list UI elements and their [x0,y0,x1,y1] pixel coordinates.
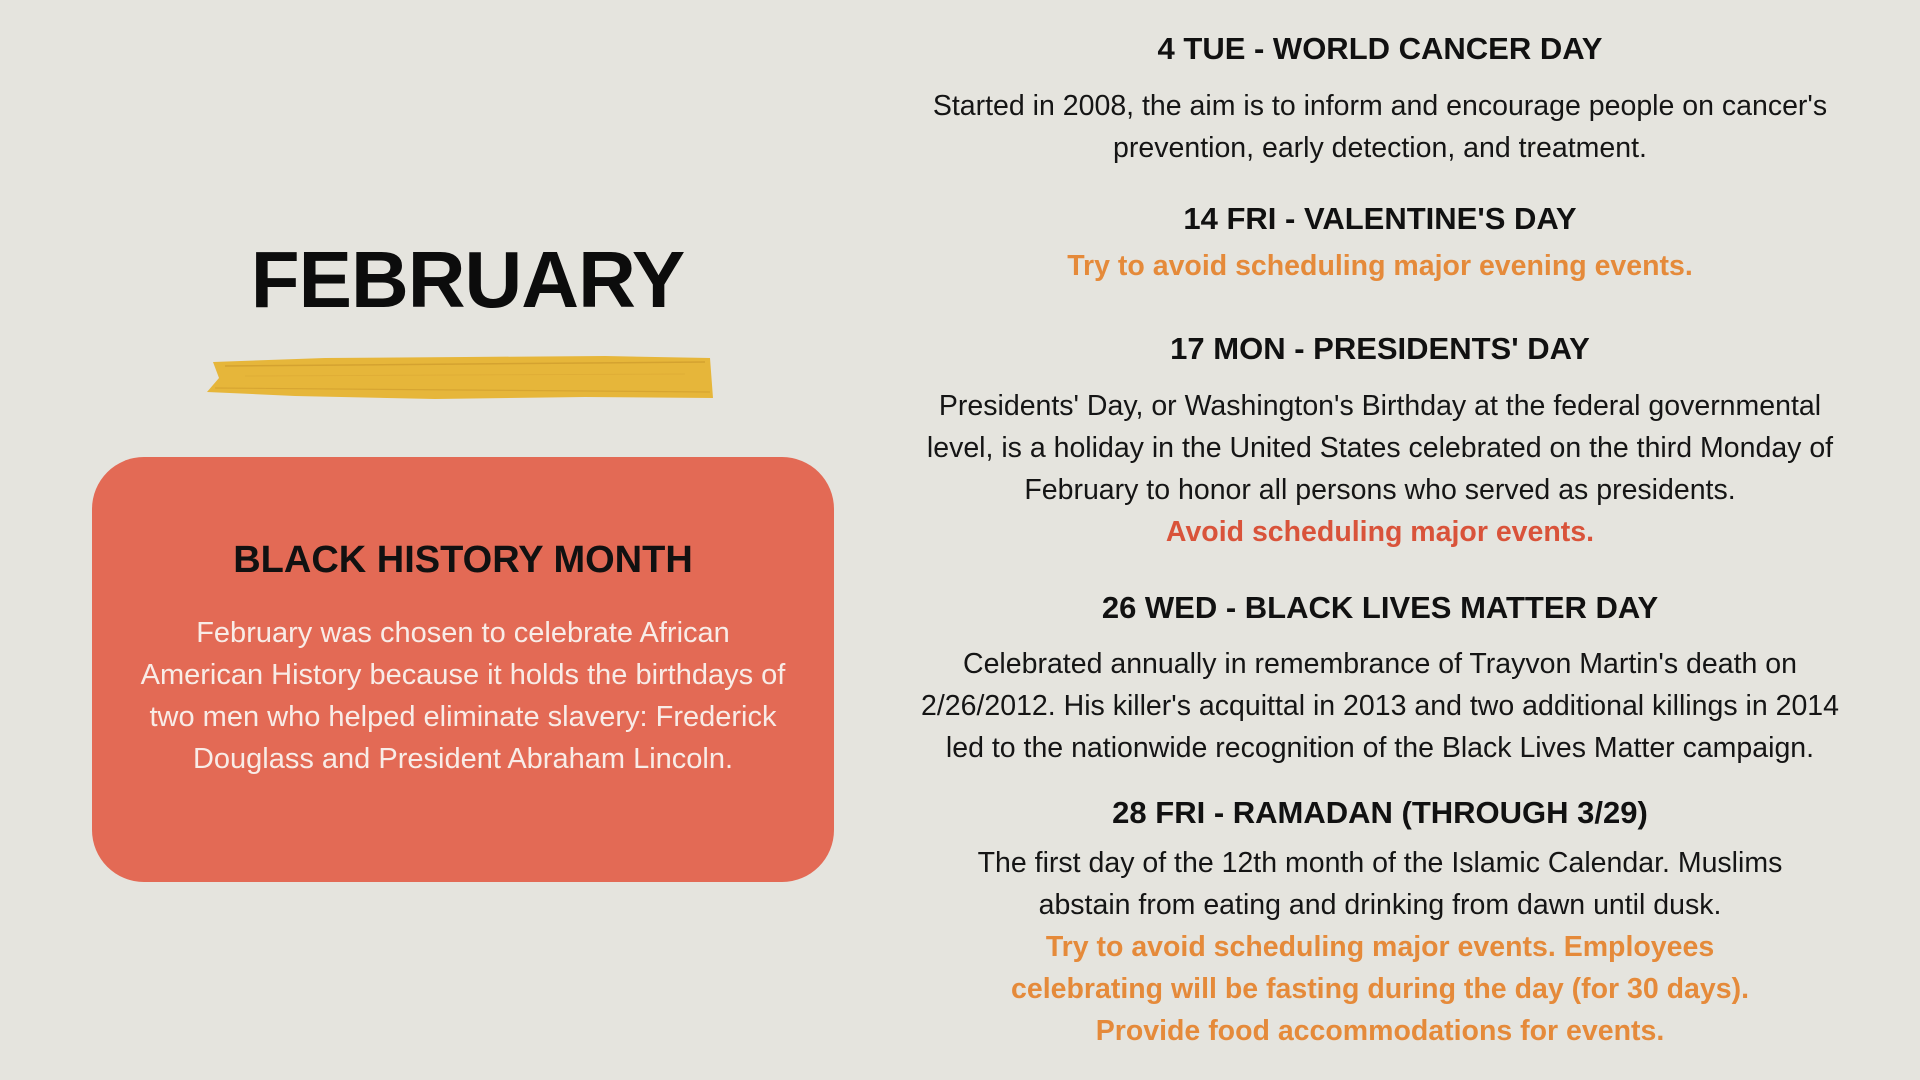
event-line: The first day of the 12th month of the Islamic Calendar. Muslims [977,847,1783,879]
event-title: 28 FRI - RAMADAN (THROUGH 3/29) [1112,795,1648,830]
event-line: 2/26/2012. His killer's acquittal in 2013 and two additional killings in 2014 [920,690,1839,722]
event-title: 17 MON - PRESIDENTS' DAY [1170,331,1590,366]
black-history-month-card [92,457,834,882]
card-body-line: two men who helped eliminate slavery: Frederick [149,701,777,733]
event-title: 26 WED - BLACK LIVES MATTER DAY [1101,590,1659,625]
event-description [860,643,1900,769]
event-title: 4 TUE - WORLD CANCER DAY [1157,31,1603,66]
event-line: abstain from eating and drinking from dawn until dusk. [1038,889,1722,921]
month-title: FEBRUARY [250,235,685,324]
event-line: led to the nationwide recognition of the Black Lives Matter campaign. [945,732,1815,764]
card-body-line: February was chosen to celebrate African [196,617,730,649]
card-body-line: Douglass and President Abraham Lincoln. [192,743,734,775]
event-description [860,842,1900,1052]
event-note-line: Try to avoid scheduling major events. Employees [1045,931,1715,963]
event-note-line: celebrating will be fasting during the day (for 30 days). [1011,973,1749,1005]
event-note [860,245,1900,287]
event-line: level, is a holiday in the United States celebrated on the third Monday of [926,432,1834,464]
event-note-line: Avoid scheduling major events. [1165,516,1595,548]
card-body-line: American History because it holds the birthdays of [140,659,786,691]
brush-stroke-underline [205,352,715,404]
event-line: Celebrated annually in remembrance of Trayvon Martin's death on [963,648,1797,680]
event-line: Presidents' Day, or Washington's Birthday at the federal governmental [938,390,1822,422]
card-title: BLACK HISTORY MONTH [233,539,693,581]
event-description [860,385,1900,553]
event-title: 14 FRI - VALENTINE'S DAY [1183,201,1577,236]
card-body [112,612,814,780]
event-line: prevention, early detection, and treatment. [1113,132,1647,164]
event-note-line: Try to avoid scheduling major evening events. [1067,250,1693,282]
event-note-line: Provide food accommodations for events. [1095,1015,1665,1047]
event-line: Started in 2008, the aim is to inform and encourage people on cancer's [932,90,1828,122]
event-description [860,85,1900,169]
event-line: February to honor all persons who served as presidents. [1024,474,1736,506]
